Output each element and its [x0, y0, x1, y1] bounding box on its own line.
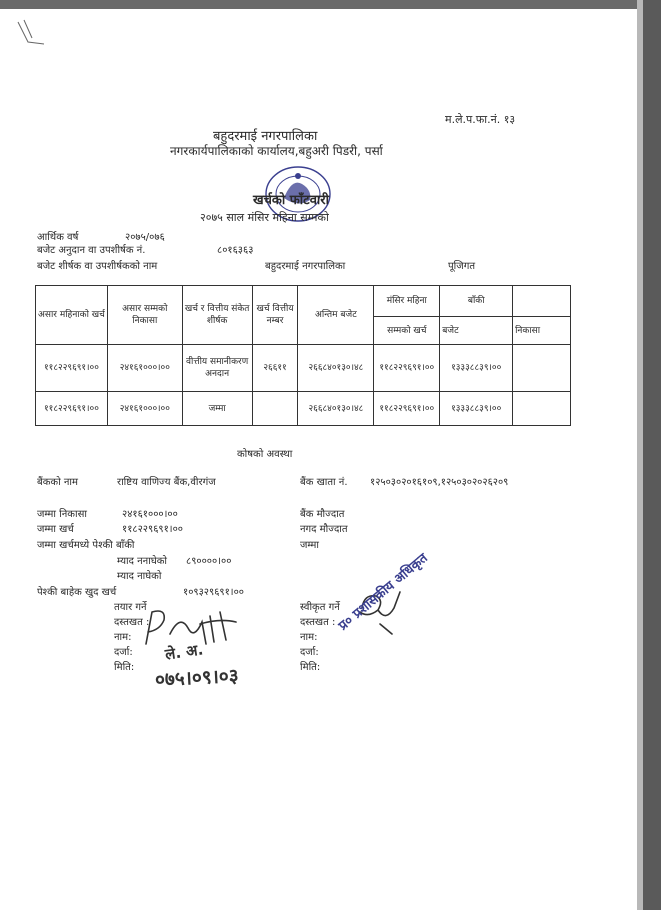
cash-balance-label: नगद मौज्दात — [300, 524, 348, 535]
row-remaining-release — [513, 345, 571, 392]
approved-post-label: दर्जा: — [300, 647, 319, 658]
bank-account-value: १२५०३०२०१६१०९,१२५०३०२०२६२०९ — [370, 477, 509, 488]
total-remaining-release — [513, 392, 571, 426]
row-asar-release: २४१६१०००।०० — [107, 345, 182, 392]
scan-edge-top — [0, 0, 661, 9]
office-name: बहुदरमाई नगरपालिका — [213, 129, 318, 144]
prepared-sign-label: दस्तखत : — [114, 617, 150, 628]
handwritten-post: ले. अ. — [163, 640, 205, 664]
row-mangsir-expense: ११८२२९६९१।०० — [374, 345, 440, 392]
approver-stamp: प्र० प्रशासकीय अधिकृत — [335, 550, 431, 634]
total-asar-release: २४१६१०००।०० — [107, 392, 182, 426]
scan-edge-right — [643, 0, 661, 910]
prepared-by-label: तयार गर्ने — [114, 602, 147, 613]
header-asar-expense: असार महिनाको खर्च — [36, 286, 108, 345]
header-remaining-release: निकासा — [513, 317, 571, 345]
net-expense-value: १०९३२९६९१।०० — [183, 587, 244, 598]
handwritten-date: ०७५।०९।०३ — [154, 664, 240, 692]
header-final-budget: अन्तिम बजेट — [298, 286, 374, 345]
bank-name-value: राष्टिय वाणिज्य बैंक,वीरगंज — [117, 477, 216, 488]
header-remaining-budget: बजेट — [440, 317, 513, 345]
budget-head-label: बजेट शीर्षक वा उपशीर्षकको नाम — [37, 261, 158, 272]
header-expense-code: खर्च र वित्तीय संकेत शीर्षक — [182, 286, 252, 345]
header-mangsir-group: मंसिर महिना — [374, 286, 440, 317]
row-asar-expense: ११८२२९६९१।०० — [36, 345, 108, 392]
report-title: खर्चको फाँटवारी — [253, 193, 329, 208]
bank-balance-label: बैंक मौज्दात — [300, 509, 345, 520]
advance-not-due-label: म्याद ननाघेको — [117, 556, 167, 567]
treasury-title: कोषको अवस्था — [237, 449, 293, 460]
total-asar-expense: ११८२२९६९१।०० — [36, 392, 108, 426]
fiscal-year-label: आर्थिक वर्ष — [37, 232, 79, 243]
form-reference: म.ले.प.फा.नं. १३ — [445, 113, 516, 126]
expense-table — [35, 285, 571, 426]
advance-due-label: म्याद नाघेको — [117, 571, 162, 582]
total-fin-code — [252, 392, 298, 426]
budget-head-value: बहुदरमाई नगरपालिका — [265, 261, 346, 272]
approved-date-label: मिति: — [300, 662, 321, 673]
approved-by-label: स्वीकृत गर्ने — [300, 602, 340, 613]
total-release-label: जम्मा निकासा — [37, 509, 87, 520]
corner-pen-mark — [14, 18, 48, 50]
header-remaining-group: बाँकी — [440, 286, 513, 317]
bank-account-label: बैंक खाता नं. — [300, 477, 348, 488]
total-expense-value: ११८२२९६९१।०० — [122, 524, 183, 535]
report-subtitle: २०७५ साल मंसिर महिना सम्मको — [200, 211, 329, 224]
total-label: जम्मा — [182, 392, 252, 426]
header-mangsir-expense: सम्मको खर्च — [374, 317, 440, 345]
prepared-date-label: मिति: — [114, 662, 135, 673]
total-remaining-budget: १३३३८८३९।०० — [440, 392, 513, 426]
bank-name-label: बैंकको नाम — [37, 477, 78, 488]
row-heading: वीत्तीय समानीकरण अनदान — [182, 345, 252, 392]
prepared-name-label: नाम: — [114, 632, 132, 643]
total-expense-label: जम्मा खर्च — [37, 524, 74, 535]
budget-code-label: बजेट अनुदान वा उपशीर्षक नं. — [37, 245, 146, 256]
header-asar-release: असार सम्मको निकासा — [107, 286, 182, 345]
net-expense-label: पेश्की बाहेक खुद खर्च — [37, 587, 117, 598]
budget-type: पूजिगत — [448, 261, 476, 272]
balance-total-label: जम्मा — [300, 540, 319, 551]
advance-label: जम्मा खर्चमध्ये पेश्की बाँकी — [37, 540, 135, 551]
total-release-value: २४१६१०००।०० — [122, 509, 178, 520]
header-fin-code: खर्च वित्तीय नम्बर — [252, 286, 298, 345]
budget-code-value: ८०१६३६३ — [217, 245, 254, 256]
row-final-budget: २६६८४०१३०।४८ — [298, 345, 374, 392]
advance-not-due-value: ८९००००।०० — [186, 556, 232, 567]
total-final-budget: २६६८४०१३०।४८ — [298, 392, 374, 426]
office-address: नगरकार्यपालिकाको कार्यालय,बहुअरी पिडरी, पर्सा — [170, 144, 383, 158]
prepared-post-label: दर्जा: — [114, 647, 133, 658]
total-mangsir-expense: ११८२२९६९१।०० — [374, 392, 440, 426]
row-fin-code: २६६११ — [252, 345, 298, 392]
table-row — [36, 345, 571, 392]
approved-name-label: नाम: — [300, 632, 318, 643]
header-empty — [513, 286, 571, 317]
row-remaining-budget: १३३३८८३९।०० — [440, 345, 513, 392]
table-total-row — [36, 392, 571, 426]
fiscal-year-value: २०७५/०७६ — [125, 232, 165, 243]
approved-sign-label: दस्तखत : — [300, 617, 336, 628]
